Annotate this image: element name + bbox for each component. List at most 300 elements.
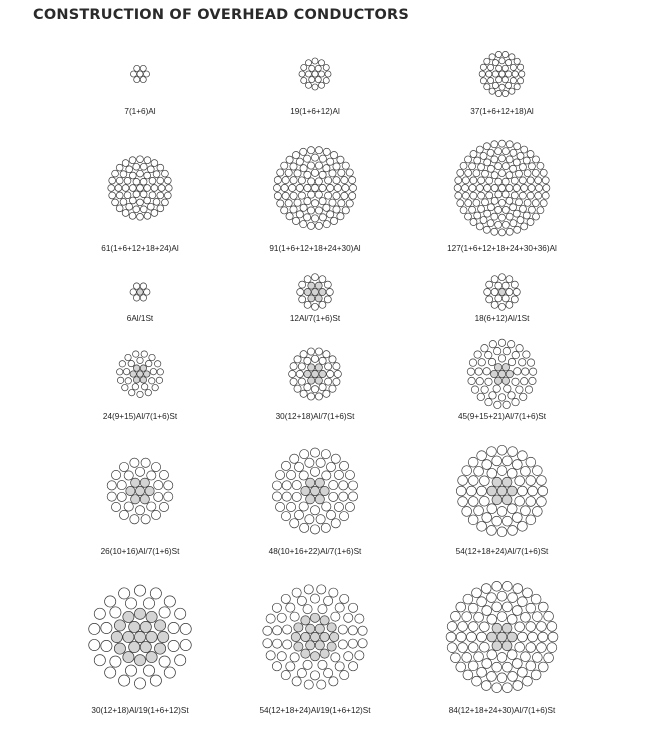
aluminium-strand bbox=[478, 359, 485, 366]
aluminium-strand bbox=[479, 622, 489, 632]
aluminium-strand bbox=[472, 676, 482, 686]
steel-strand bbox=[129, 641, 140, 652]
aluminium-strand bbox=[518, 486, 528, 496]
aluminium-strand bbox=[141, 515, 150, 524]
aluminium-strand bbox=[101, 622, 112, 633]
steel-strand bbox=[111, 631, 122, 642]
aluminium-strand bbox=[134, 585, 145, 596]
aluminium-strand bbox=[164, 481, 173, 490]
aluminium-strand bbox=[290, 454, 299, 463]
steel-strand bbox=[327, 623, 336, 632]
aluminium-strand bbox=[150, 368, 156, 374]
aluminium-strand bbox=[322, 502, 331, 511]
aluminium-strand bbox=[130, 515, 139, 524]
steel-strand bbox=[319, 370, 326, 377]
aluminium-strand bbox=[516, 345, 523, 352]
steel-strand bbox=[507, 632, 517, 642]
aluminium-strand bbox=[482, 606, 492, 616]
aluminium-strand bbox=[325, 177, 332, 184]
aluminium-strand bbox=[518, 597, 528, 607]
aluminium-strand bbox=[536, 185, 543, 192]
aluminium-strand bbox=[277, 169, 284, 176]
aluminium-strand bbox=[521, 378, 528, 385]
aluminium-strand bbox=[506, 71, 512, 77]
aluminium-strand bbox=[140, 163, 147, 170]
aluminium-strand bbox=[333, 378, 340, 385]
steel-strand bbox=[114, 620, 125, 631]
aluminium-strand bbox=[462, 466, 472, 476]
aluminium-strand bbox=[456, 602, 466, 612]
aluminium-strand bbox=[310, 506, 319, 515]
steel-strand bbox=[502, 364, 509, 371]
aluminium-strand bbox=[476, 146, 483, 153]
aluminium-strand bbox=[317, 585, 326, 594]
aluminium-strand bbox=[537, 643, 547, 653]
aluminium-strand bbox=[474, 157, 481, 164]
aluminium-strand bbox=[456, 632, 466, 642]
aluminium-strand bbox=[529, 377, 536, 384]
aluminium-strand bbox=[518, 451, 528, 461]
aluminium-strand bbox=[272, 492, 281, 501]
aluminium-strand bbox=[137, 357, 143, 363]
aluminium-strand bbox=[105, 596, 116, 607]
aluminium-strand bbox=[304, 357, 311, 364]
steel-strand bbox=[330, 632, 339, 641]
aluminium-strand bbox=[281, 512, 290, 521]
steel-strand bbox=[492, 623, 502, 633]
aluminium-strand bbox=[137, 71, 143, 77]
aluminium-strand bbox=[294, 170, 301, 177]
steel-strand bbox=[311, 370, 318, 377]
aluminium-strand bbox=[292, 492, 301, 501]
aluminium-strand bbox=[523, 351, 530, 358]
aluminium-strand bbox=[134, 678, 145, 689]
aluminium-strand bbox=[508, 526, 518, 536]
aluminium-strand bbox=[286, 156, 293, 163]
aluminium-strand bbox=[470, 177, 477, 184]
aluminium-strand bbox=[488, 358, 495, 365]
aluminium-strand bbox=[519, 359, 526, 366]
aluminium-strand bbox=[518, 78, 524, 84]
aluminium-strand bbox=[502, 516, 512, 526]
aluminium-strand bbox=[149, 177, 156, 184]
aluminium-strand bbox=[283, 640, 292, 649]
aluminium-strand bbox=[338, 169, 345, 176]
aluminium-strand bbox=[301, 77, 307, 83]
conductor-label: 54(12+18+24)Al/19(1+6+12)St bbox=[259, 706, 371, 715]
aluminium-strand bbox=[506, 185, 513, 192]
aluminium-strand bbox=[305, 515, 314, 524]
steel-strand bbox=[123, 611, 134, 622]
aluminium-strand bbox=[498, 355, 505, 362]
aluminium-strand bbox=[512, 378, 519, 385]
steel-strand bbox=[502, 495, 512, 505]
steel-strand bbox=[315, 641, 324, 650]
aluminium-strand bbox=[315, 162, 322, 169]
aluminium-strand bbox=[116, 177, 123, 184]
aluminium-strand bbox=[133, 163, 140, 170]
aluminium-strand bbox=[298, 177, 305, 184]
aluminium-strand bbox=[480, 78, 486, 84]
aluminium-strand bbox=[463, 670, 473, 680]
aluminium-strand bbox=[487, 650, 497, 660]
aluminium-strand bbox=[339, 481, 348, 490]
aluminium-strand bbox=[454, 185, 461, 192]
aluminium-strand bbox=[147, 502, 156, 511]
aluminium-strand bbox=[497, 591, 507, 601]
aluminium-strand bbox=[532, 612, 542, 622]
aluminium-strand bbox=[159, 502, 168, 511]
aluminium-strand bbox=[329, 356, 336, 363]
conductor-label: 30(12+18)Al/19(1+6+12)St bbox=[91, 706, 189, 715]
aluminium-strand bbox=[502, 163, 509, 170]
aluminium-strand bbox=[532, 169, 539, 176]
steel-strand bbox=[123, 631, 134, 642]
aluminium-strand bbox=[105, 667, 116, 678]
aluminium-strand bbox=[528, 632, 538, 642]
aluminium-strand bbox=[122, 185, 129, 192]
aluminium-strand bbox=[483, 368, 490, 375]
aluminium-strand bbox=[477, 632, 487, 642]
aluminium-strand bbox=[467, 486, 477, 496]
aluminium-strand bbox=[117, 377, 123, 383]
steel-strand bbox=[310, 613, 319, 622]
aluminium-strand bbox=[524, 170, 531, 177]
steel-strand bbox=[306, 641, 315, 650]
aluminium-strand bbox=[468, 661, 478, 671]
aluminium-strand bbox=[159, 607, 170, 618]
aluminium-strand bbox=[489, 340, 496, 347]
aluminium-strand bbox=[323, 77, 329, 83]
aluminium-strand bbox=[479, 642, 489, 652]
aluminium-strand bbox=[292, 588, 301, 597]
aluminium-strand bbox=[312, 71, 318, 77]
conductor-label: 127(1+6+12+18+24+30+36)Al bbox=[447, 244, 557, 253]
aluminium-strand bbox=[327, 184, 334, 191]
aluminium-strand bbox=[318, 660, 327, 669]
aluminium-strand bbox=[512, 71, 518, 77]
aluminium-strand bbox=[180, 639, 191, 650]
steel-strand bbox=[497, 632, 507, 642]
steel-strand bbox=[306, 478, 315, 487]
aluminium-strand bbox=[273, 626, 282, 635]
aluminium-strand bbox=[531, 594, 541, 604]
aluminium-strand bbox=[345, 502, 354, 511]
aluminium-strand bbox=[334, 370, 341, 377]
aluminium-strand bbox=[502, 77, 508, 83]
aluminium-strand bbox=[492, 581, 502, 591]
aluminium-strand bbox=[474, 506, 484, 516]
aluminium-strand bbox=[481, 345, 488, 352]
aluminium-strand bbox=[481, 170, 488, 177]
aluminium-strand bbox=[487, 78, 493, 84]
steel-strand bbox=[140, 621, 151, 632]
aluminium-strand bbox=[518, 667, 528, 677]
aluminium-strand bbox=[477, 597, 487, 607]
steel-strand bbox=[315, 478, 324, 487]
aluminium-strand bbox=[358, 626, 367, 635]
steel-strand bbox=[310, 652, 319, 661]
steel-strand bbox=[146, 611, 157, 622]
aluminium-strand bbox=[272, 481, 281, 490]
aluminium-strand bbox=[149, 378, 155, 384]
aluminium-strand bbox=[304, 680, 313, 689]
conductor-label: 7(1+6)Al bbox=[124, 107, 156, 116]
aluminium-strand bbox=[468, 515, 478, 525]
aluminium-strand bbox=[491, 141, 498, 148]
aluminium-strand bbox=[305, 458, 314, 467]
steel-strand bbox=[301, 632, 310, 641]
aluminium-strand bbox=[492, 456, 502, 466]
aluminium-strand bbox=[333, 163, 340, 170]
aluminium-strand bbox=[122, 160, 129, 167]
aluminium-strand bbox=[310, 525, 319, 534]
aluminium-strand bbox=[334, 502, 343, 511]
aluminium-strand bbox=[305, 60, 311, 66]
aluminium-strand bbox=[329, 677, 338, 686]
aluminium-strand bbox=[521, 612, 531, 622]
aluminium-strand bbox=[128, 360, 134, 366]
aluminium-strand bbox=[458, 622, 468, 632]
aluminium-strand bbox=[510, 149, 517, 156]
aluminium-strand bbox=[447, 643, 457, 653]
aluminium-strand bbox=[507, 614, 517, 624]
aluminium-strand bbox=[175, 608, 186, 619]
aluminium-strand bbox=[168, 640, 179, 651]
aluminium-strand bbox=[116, 164, 123, 171]
aluminium-strand bbox=[108, 185, 115, 192]
aluminium-strand bbox=[518, 521, 528, 531]
conductor-label: 6Al/1St bbox=[126, 314, 154, 323]
aluminium-strand bbox=[523, 157, 530, 164]
aluminium-strand bbox=[468, 377, 475, 384]
aluminium-strand bbox=[290, 163, 297, 170]
aluminium-strand bbox=[513, 159, 520, 166]
aluminium-strand bbox=[338, 640, 347, 649]
aluminium-strand bbox=[348, 603, 357, 612]
aluminium-strand bbox=[162, 170, 169, 177]
aluminium-strand bbox=[482, 513, 492, 523]
conductor-label: 24(9+15)Al/7(1+6)St bbox=[102, 412, 178, 421]
aluminium-strand bbox=[281, 184, 288, 191]
aluminium-strand bbox=[467, 632, 477, 642]
aluminium-strand bbox=[481, 584, 491, 594]
aluminium-strand bbox=[342, 184, 349, 191]
aluminium-strand bbox=[159, 470, 168, 479]
aluminium-strand bbox=[286, 603, 295, 612]
aluminium-strand bbox=[512, 659, 522, 669]
aluminium-strand bbox=[462, 507, 472, 517]
aluminium-strand bbox=[111, 502, 120, 511]
aluminium-strand bbox=[125, 378, 131, 384]
aluminium-strand bbox=[290, 378, 297, 385]
aluminium-strand bbox=[141, 458, 150, 467]
aluminium-strand bbox=[496, 65, 502, 71]
aluminium-strand bbox=[497, 653, 507, 663]
aluminium-strand bbox=[134, 77, 140, 83]
aluminium-strand bbox=[479, 476, 489, 486]
aluminium-strand bbox=[548, 632, 558, 642]
steel-strand bbox=[134, 608, 145, 619]
aluminium-strand bbox=[130, 458, 139, 467]
aluminium-strand bbox=[94, 655, 105, 666]
aluminium-strand bbox=[125, 598, 136, 609]
aluminium-strand bbox=[497, 466, 507, 476]
aluminium-strand bbox=[348, 662, 357, 671]
steel-strand bbox=[146, 631, 157, 642]
aluminium-strand bbox=[312, 58, 318, 64]
steel-strand bbox=[494, 377, 501, 384]
aluminium-strand bbox=[283, 625, 292, 634]
aluminium-strand bbox=[300, 148, 307, 155]
steel-strand bbox=[301, 616, 310, 625]
steel-strand bbox=[294, 642, 303, 651]
aluminium-strand bbox=[502, 178, 509, 185]
aluminium-strand bbox=[272, 662, 281, 671]
aluminium-strand bbox=[154, 480, 163, 489]
aluminium-strand bbox=[164, 667, 175, 678]
conductor-label: 18(6+12)Al/1St bbox=[474, 314, 530, 323]
aluminium-strand bbox=[307, 147, 314, 154]
steel-strand bbox=[502, 477, 512, 487]
aluminium-strand bbox=[303, 660, 312, 669]
aluminium-strand bbox=[290, 177, 297, 184]
aluminium-strand bbox=[482, 659, 492, 669]
aluminium-strand bbox=[467, 368, 474, 375]
aluminium-strand bbox=[120, 171, 127, 178]
aluminium-strand bbox=[456, 662, 466, 672]
aluminium-strand bbox=[290, 612, 299, 621]
aluminium-strand bbox=[479, 71, 485, 77]
steel-strand bbox=[502, 641, 512, 651]
aluminium-strand bbox=[337, 156, 344, 163]
aluminium-strand bbox=[526, 622, 536, 632]
aluminium-strand bbox=[339, 492, 348, 501]
aluminium-strand bbox=[507, 468, 517, 478]
steel-strand bbox=[308, 377, 315, 384]
aluminium-strand bbox=[487, 614, 497, 624]
aluminium-strand bbox=[325, 71, 331, 77]
aluminium-strand bbox=[492, 602, 502, 612]
aluminium-strand bbox=[486, 71, 492, 77]
aluminium-strand bbox=[497, 445, 507, 455]
aluminium-strand bbox=[345, 470, 354, 479]
aluminium-strand bbox=[355, 651, 364, 660]
aluminium-strand bbox=[487, 165, 494, 172]
aluminium-strand bbox=[299, 502, 308, 511]
aluminium-strand bbox=[164, 177, 171, 184]
aluminium-strand bbox=[532, 653, 542, 663]
aluminium-strand bbox=[547, 643, 557, 653]
aluminium-strand bbox=[277, 613, 286, 622]
aluminium-strand bbox=[296, 370, 303, 377]
aluminium-strand bbox=[135, 467, 144, 476]
aluminium-strand bbox=[322, 471, 331, 480]
steel-strand bbox=[301, 486, 310, 495]
steel-strand bbox=[502, 623, 512, 633]
aluminium-strand bbox=[458, 643, 468, 653]
aluminium-strand bbox=[292, 677, 301, 686]
aluminium-strand bbox=[527, 150, 534, 157]
aluminium-strand bbox=[318, 60, 324, 66]
aluminium-strand bbox=[514, 143, 521, 150]
aluminium-strand bbox=[325, 363, 332, 370]
aluminium-strand bbox=[319, 184, 326, 191]
aluminium-strand bbox=[478, 177, 485, 184]
aluminium-strand bbox=[310, 671, 319, 680]
aluminium-strand bbox=[484, 185, 491, 192]
aluminium-strand bbox=[474, 466, 484, 476]
aluminium-strand bbox=[316, 515, 325, 524]
steel-strand bbox=[158, 631, 169, 642]
steel-strand bbox=[140, 478, 149, 487]
aluminium-strand bbox=[495, 148, 502, 155]
aluminium-strand bbox=[528, 486, 538, 496]
steel-strand bbox=[320, 486, 329, 495]
aluminium-strand bbox=[294, 356, 301, 363]
aluminium-strand bbox=[289, 184, 296, 191]
steel-strand bbox=[492, 495, 502, 505]
aluminium-strand bbox=[281, 594, 290, 603]
aluminium-strand bbox=[133, 178, 140, 185]
aluminium-strand bbox=[282, 492, 291, 501]
aluminium-strand bbox=[303, 605, 312, 614]
aluminium-strand bbox=[464, 156, 471, 163]
aluminium-strand bbox=[468, 476, 478, 486]
aluminium-strand bbox=[344, 652, 353, 661]
steel-strand bbox=[315, 495, 324, 504]
aluminium-strand bbox=[333, 177, 340, 184]
aluminium-strand bbox=[468, 643, 478, 653]
aluminium-strand bbox=[492, 71, 498, 77]
aluminium-strand bbox=[309, 65, 315, 71]
steel-strand bbox=[133, 377, 139, 383]
steel-strand bbox=[315, 364, 322, 371]
steel-strand bbox=[129, 621, 140, 632]
steel-strand bbox=[506, 370, 513, 377]
aluminium-strand bbox=[323, 165, 330, 172]
aluminium-strand bbox=[468, 622, 478, 632]
aluminium-strand bbox=[132, 384, 138, 390]
conductor-label: 61(1+6+12+18+24)Al bbox=[101, 244, 179, 253]
aluminium-strand bbox=[109, 177, 116, 184]
aluminium-strand bbox=[175, 655, 186, 666]
aluminium-strand bbox=[323, 64, 329, 70]
aluminium-strand bbox=[307, 162, 314, 169]
aluminium-strand bbox=[492, 59, 498, 65]
aluminium-strand bbox=[273, 639, 282, 648]
steel-strand bbox=[126, 486, 135, 495]
steel-strand bbox=[502, 377, 509, 384]
aluminium-strand bbox=[547, 622, 557, 632]
steel-strand bbox=[507, 486, 517, 496]
aluminium-strand bbox=[489, 54, 495, 60]
aluminium-strand bbox=[141, 384, 147, 390]
aluminium-strand bbox=[340, 670, 349, 679]
conductor-label: 91(1+6+12+18+24+30)Al bbox=[269, 244, 361, 253]
steel-strand bbox=[310, 632, 319, 641]
aluminium-strand bbox=[515, 622, 525, 632]
aluminium-strand bbox=[275, 470, 284, 479]
steel-strand bbox=[320, 649, 329, 658]
aluminium-strand bbox=[510, 165, 517, 172]
steel-strand bbox=[131, 478, 140, 487]
aluminium-strand bbox=[299, 471, 308, 480]
aluminium-strand bbox=[526, 515, 536, 525]
aluminium-strand bbox=[297, 596, 306, 605]
aluminium-strand bbox=[508, 447, 518, 457]
aluminium-strand bbox=[523, 588, 533, 598]
